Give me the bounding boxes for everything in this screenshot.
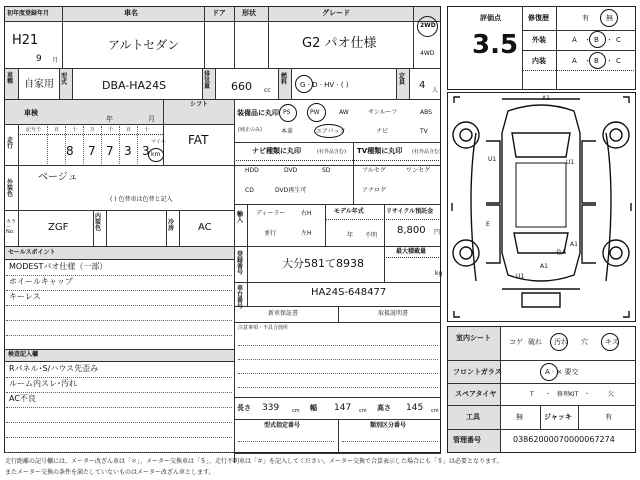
exterior-grade-option: ・ bbox=[606, 36, 613, 44]
shift-value: FAT bbox=[188, 133, 209, 147]
exterior-color-label: 外装色 bbox=[7, 179, 14, 198]
interior-grade-option: C bbox=[616, 57, 621, 65]
model-year-unknown: 不明 bbox=[365, 232, 378, 239]
sales-point-rule bbox=[6, 275, 232, 276]
repair-option: 無 bbox=[606, 14, 613, 22]
ac-label: 冷房 bbox=[168, 219, 175, 232]
recycle-unit: 円 bbox=[434, 229, 441, 236]
dirt-circle bbox=[550, 333, 568, 351]
equipment-title: 装備品に丸印 bbox=[237, 109, 279, 117]
diagram-label-a2: A1 bbox=[542, 95, 550, 102]
inspector-note-line: Rパネル･S/ハウス先歪み bbox=[9, 364, 99, 373]
grade-label: グレード bbox=[322, 9, 350, 17]
equipment-item: ABS bbox=[420, 109, 432, 116]
score-label: 評価点 bbox=[480, 14, 501, 22]
mileage-digit: 8 bbox=[66, 144, 74, 158]
exterior-grade-option: A bbox=[572, 36, 577, 44]
model-value: DBA-HA24S bbox=[102, 79, 167, 92]
width-unit: cm bbox=[359, 408, 367, 414]
inspector-note-line: ルーム内スレ･汚れ bbox=[9, 379, 77, 388]
height-value: 145 bbox=[406, 403, 424, 413]
mileage-cell-divider bbox=[137, 126, 138, 164]
inspection-year-label: 年 bbox=[106, 115, 113, 123]
spare-option: 欠 bbox=[608, 391, 615, 398]
navi-item: DVD bbox=[284, 167, 298, 174]
color-no-value: ZGF bbox=[48, 222, 69, 233]
car-damage-diagram bbox=[448, 93, 635, 321]
first-reg-label: 初年度登録年月 bbox=[7, 10, 50, 17]
recycle-value: 8,800 bbox=[397, 225, 426, 236]
tv-item: フルセグ bbox=[362, 167, 386, 174]
inspector-note-rule bbox=[6, 437, 232, 438]
fuel-circle bbox=[295, 75, 313, 93]
height-unit: cm bbox=[431, 408, 439, 414]
width-label: 幅 bbox=[310, 404, 317, 412]
diagram-label-u1-bottom: U1 bbox=[516, 273, 525, 280]
inspector-note-rule bbox=[6, 422, 232, 423]
model-year-label: モデル年式 bbox=[334, 208, 364, 215]
interior-sheet-item: 汚れ bbox=[554, 338, 568, 346]
fuel-options: G · D · HV · ( ) bbox=[300, 81, 349, 89]
mileage-cell-divider bbox=[101, 126, 102, 164]
spare-option: T bbox=[530, 391, 534, 398]
score-value: 3.5 bbox=[472, 30, 519, 60]
interior-grade-option: ・ bbox=[606, 57, 613, 65]
inspection-label: 車検 bbox=[24, 109, 38, 117]
tools-label: 工具 bbox=[466, 413, 480, 421]
equipment-item: PW bbox=[310, 109, 320, 116]
equipment-item: PS bbox=[283, 109, 291, 116]
ac-value: AC bbox=[198, 222, 212, 233]
interior-grade-label: 内装 bbox=[532, 57, 546, 65]
first-reg-month: 9 bbox=[36, 54, 42, 64]
interior-grade-option: B bbox=[594, 57, 599, 65]
spare-option: 修理KIT bbox=[557, 391, 579, 398]
spare-label: スペアタイヤ bbox=[455, 390, 497, 398]
max-load-unit: kg bbox=[435, 270, 443, 277]
tv-title: TV種類に丸印 bbox=[357, 147, 403, 155]
mileage-digit: 3 bbox=[124, 144, 132, 158]
shift-label: シフト bbox=[190, 101, 209, 108]
height-label: 高さ bbox=[377, 404, 391, 412]
interior-grade-option: ・ bbox=[584, 57, 591, 65]
notes-rule bbox=[238, 345, 438, 346]
mileage-unit-label: 十 bbox=[144, 127, 150, 133]
km-label: km bbox=[151, 151, 161, 158]
door-label: ドア bbox=[212, 9, 226, 17]
mileage-cell-divider bbox=[119, 126, 120, 164]
navi-item: SD bbox=[322, 167, 331, 174]
mileage-unit-label: 十 bbox=[72, 127, 78, 133]
mileage-unit-label: 千 bbox=[108, 127, 114, 133]
mileage-unit-label: 千 bbox=[36, 127, 42, 133]
tools-value: 無 bbox=[516, 413, 523, 421]
notes-rule bbox=[238, 387, 438, 388]
type-spec-label: 型式指定番号 bbox=[264, 422, 301, 429]
interior-sheet-item: 穴 bbox=[581, 338, 588, 346]
plate-class-label: 車種 bbox=[7, 72, 14, 85]
equipment-sub: (純正のみ) bbox=[238, 127, 262, 133]
exterior-b-circle bbox=[589, 31, 606, 48]
fuel-label: 燃料 bbox=[281, 73, 288, 86]
model-label: 型式 bbox=[61, 73, 68, 86]
repair-option: 有 bbox=[582, 14, 589, 22]
drive-4wd: 4WD bbox=[420, 50, 435, 57]
jack-value: 有 bbox=[605, 413, 612, 421]
first-reg-year: H21 bbox=[12, 33, 39, 48]
width-value: 147 bbox=[334, 403, 352, 413]
sales-point-line: MODESTパオ仕様（一部） bbox=[9, 262, 108, 271]
diagram-label-u1-right: U1 bbox=[566, 159, 575, 166]
capacity-label: 定員 bbox=[399, 73, 406, 86]
interior-grade-option: A bbox=[572, 57, 577, 65]
interior-color-label: 内装色 bbox=[95, 213, 102, 232]
tv-item: アナログ bbox=[362, 187, 387, 194]
car-name-label: 車名 bbox=[124, 9, 138, 17]
sales-point-rule bbox=[6, 290, 232, 291]
footer-line-2: またメーター交換の条件を満たしていないものはメーター改ざん車とします。 bbox=[5, 469, 215, 476]
diagram-label-u1-left: U1 bbox=[488, 156, 497, 163]
repair-option: ・ bbox=[597, 14, 604, 22]
import-parallel: 並行 bbox=[264, 230, 277, 237]
exterior-grade-option: C bbox=[616, 36, 621, 44]
drive-2wd: 2WD bbox=[420, 22, 436, 29]
equipment-item: 本革 bbox=[281, 128, 294, 135]
equipment-item: ナビ bbox=[376, 128, 389, 135]
length-unit: cm bbox=[292, 408, 300, 414]
mileage-cell-divider bbox=[83, 126, 84, 164]
diagram-label-a1-bottom: A1 bbox=[540, 263, 548, 270]
navi-title: ナビ種類に丸印 bbox=[252, 147, 301, 155]
registration-label: 登録番号 bbox=[237, 251, 244, 276]
interior-sheet-item: キズ bbox=[605, 338, 619, 346]
navi-item: HDD bbox=[245, 167, 259, 174]
mileage-digit: 7 bbox=[88, 144, 96, 158]
import-dealer: ディーラー bbox=[256, 210, 286, 217]
recycle-label: リサイクル預託金 bbox=[386, 208, 434, 215]
diagram-label-e: E bbox=[486, 221, 490, 228]
jack-label: ジャッキ bbox=[544, 413, 572, 421]
mileage-unit-label: 万 bbox=[90, 127, 96, 133]
sales-point-line: キーレス bbox=[9, 292, 41, 301]
color-no-label: カラーNo. bbox=[6, 219, 17, 235]
equipment-item: TV bbox=[420, 128, 428, 135]
new-car-warranty: 新車保証書 bbox=[268, 310, 299, 317]
spare-option: ・ bbox=[545, 391, 552, 398]
repair-label: 修復歴 bbox=[528, 14, 549, 22]
interior-sheet-item: コゲ bbox=[509, 338, 523, 346]
navi-item: DVD再生可 bbox=[275, 187, 307, 194]
interior-sheet-item: 破れ bbox=[528, 338, 542, 346]
interior-b-circle bbox=[589, 52, 606, 69]
diagram-label-a1-side: A1 bbox=[570, 241, 578, 248]
color-change-note: ( ) 色替車は色替と記入 bbox=[110, 196, 173, 203]
mileage-cell-divider bbox=[47, 126, 48, 164]
mile-label: マイル bbox=[151, 139, 166, 145]
mileage-digit: 7 bbox=[106, 144, 114, 158]
grade-value: G2 パオ仕様 bbox=[302, 36, 377, 51]
notes-label: 注意事項・不具合箇所 bbox=[238, 325, 289, 331]
car-name: アルトセダン bbox=[108, 38, 180, 52]
equipment-item: AW bbox=[339, 109, 349, 116]
displacement-value: 660 bbox=[231, 80, 252, 93]
capacity-unit: 人 bbox=[432, 87, 439, 94]
windshield-label: フロントガラス bbox=[453, 368, 502, 376]
length-label: 長さ bbox=[237, 404, 251, 412]
exterior-grade-label: 外装 bbox=[532, 36, 546, 44]
mileage-sub: 記号 bbox=[26, 127, 37, 133]
month-unit: 月 bbox=[52, 57, 59, 64]
capacity-value: 4 bbox=[419, 80, 426, 91]
chassis-value: HA24S-648477 bbox=[311, 287, 387, 298]
navi-item: CD bbox=[245, 187, 254, 194]
windshield-a-circle bbox=[540, 363, 558, 381]
inspection-month-label: 月 bbox=[148, 115, 155, 123]
import-label: 輸入 bbox=[237, 211, 244, 224]
inspector-note-rule bbox=[6, 377, 232, 378]
exterior-grade-option: ・ bbox=[584, 36, 591, 44]
mileage-label: 走行 bbox=[7, 137, 14, 150]
length-value: 339 bbox=[262, 403, 280, 413]
plate-class: 自家用 bbox=[24, 79, 54, 90]
mileage-unit-label: 百 bbox=[54, 127, 60, 133]
sales-point-label: セールスポイント bbox=[8, 249, 56, 256]
inspector-note-rule bbox=[6, 452, 232, 453]
scratch-circle bbox=[601, 333, 619, 351]
owner-manual: 取扱説明書 bbox=[378, 310, 409, 317]
max-load-label: 最大積載量 bbox=[396, 248, 427, 255]
notes-rule bbox=[238, 359, 438, 360]
sales-point-rule bbox=[6, 305, 232, 306]
equipment-item: エアバック bbox=[316, 128, 346, 135]
repair-none-circle bbox=[600, 9, 618, 27]
inspector-note-rule bbox=[6, 407, 232, 408]
displacement-unit: cc bbox=[264, 87, 271, 94]
spare-option: ・ bbox=[584, 391, 591, 398]
inspector-note-line: AC不良 bbox=[9, 394, 36, 403]
mileage-digit: 3 bbox=[142, 144, 150, 158]
equipment-item: サンルーフ bbox=[368, 109, 398, 116]
exterior-grade-option: B bbox=[594, 36, 599, 44]
import-left: 左H bbox=[301, 230, 312, 237]
exterior-color-value: ベージュ bbox=[38, 172, 78, 183]
sales-point-line: ホイールキャップ bbox=[9, 277, 73, 286]
sales-point-rule bbox=[6, 320, 232, 321]
windshield-options: A · × 要交 bbox=[545, 368, 579, 376]
model-year-unit: 年 bbox=[347, 232, 354, 239]
control-label: 管理番号 bbox=[453, 436, 481, 444]
interior-sheet-label: 室内シート bbox=[456, 334, 491, 342]
sales-point-rule bbox=[6, 335, 232, 336]
displacement-label: 排気量 bbox=[204, 71, 211, 90]
inspector-notes-label: 検査記入欄 bbox=[8, 351, 39, 358]
tv-sub: (社外品含む) bbox=[412, 149, 441, 155]
control-value: 03862000070000067274 bbox=[513, 435, 615, 444]
notes-rule bbox=[238, 373, 438, 374]
tv-item: ワンセグ bbox=[406, 167, 431, 174]
inspector-note-rule bbox=[6, 392, 232, 393]
import-right: 右H bbox=[301, 210, 312, 217]
diagram-label-color-a: 色A bbox=[556, 249, 567, 256]
footer-line-1: 走行距離の記号欄には、メーター改ざん車は「＊」、メーター交換車は「＄」、走行不明車は「＃」を記入してください。メーター交換で合算表示した場合にも「＄」は必要となります。 bbox=[5, 458, 503, 465]
navi-sub: (社外品含む) bbox=[317, 149, 346, 155]
category-label: 類別区分番号 bbox=[370, 422, 407, 429]
body-type-label: 形状 bbox=[242, 9, 256, 17]
mileage-unit-label: 百 bbox=[126, 127, 132, 133]
chassis-label: 車台番号 bbox=[237, 285, 244, 310]
registration-value: 大分581て8938 bbox=[282, 257, 364, 270]
